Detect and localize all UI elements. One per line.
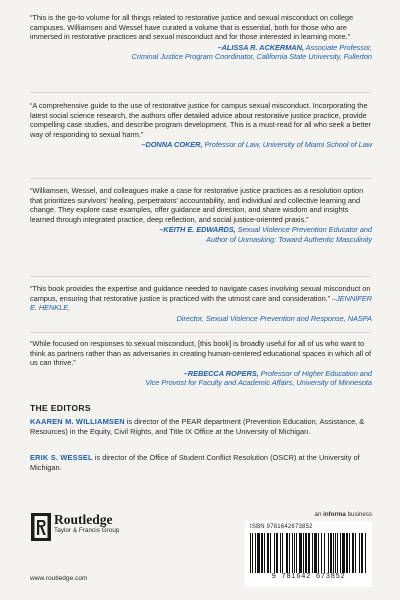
blurb-author-role: Criminal Justice Program Coordinator, California State University, Fullerton [131, 52, 372, 62]
divider [30, 276, 372, 277]
barcode-digits: 9 781642 673852 [271, 573, 346, 581]
blurb-quote: “Williamsen, Wessel, and colleagues make a case for restorative justice practices as a resolution option that prioritizes survivors' healing, perpetrators' accountability, and individual and collective learning and change. They explore case examples, offer guidance and direction, and share wisdom and insights learned through integrated practice, deep reflection, and social justice-oriented praxis.” [30, 186, 364, 224]
barcode-bar [359, 533, 360, 573]
barcode-bar [349, 533, 350, 573]
barcode-bar [294, 533, 295, 573]
barcode-bar [296, 533, 297, 573]
editor-bio [30, 417, 374, 436]
blurb-attribution [30, 140, 372, 150]
barcode-bar [324, 533, 325, 573]
barcode-bar [264, 533, 265, 573]
barcode-icon [250, 533, 367, 573]
blurb-author-role: Professor of Higher Education and [258, 368, 372, 378]
blurb-quote: “This is the go-to volume for all things related to restorative justice and sexual misconduct on college campuses. Williamsen and Wessel have curated a volume that is essential, both for those who are immersed in restorative practices and sexual misconduct and for those interested in learning more.” [30, 13, 354, 42]
barcode-bar [365, 533, 366, 573]
blurb-edwards [30, 186, 372, 245]
routledge-logo-icon [30, 512, 52, 542]
barcode-bar [337, 533, 338, 573]
barcode-bar [312, 533, 313, 573]
barcode-bar [250, 533, 251, 573]
blurb-attribution [30, 314, 372, 324]
barcode-bar [328, 533, 329, 573]
divider [30, 92, 372, 93]
barcode-bar [352, 533, 354, 573]
barcode-bar [282, 533, 283, 573]
blurb-quote: “This book provides the expertise and guidance needed to navigate cases involving sexual misconduct on campus, ensuring that restorative justice is practiced with the utmost care and consideration.” –JENNIFER E. HENKLE, [30, 284, 372, 313]
publisher-url[interactable]: www.routledge.com [30, 575, 88, 582]
editor-bio [30, 453, 374, 472]
blurb-ropers [30, 339, 372, 388]
blurb-author-role: Professor of Law, University of Miami School of Law [202, 140, 372, 150]
divider [30, 332, 372, 333]
barcode-bar [346, 533, 348, 573]
barcode-bar [257, 533, 260, 573]
barcode-bar [267, 533, 269, 573]
barcode-bar [292, 533, 293, 573]
blurb-attribution [30, 369, 372, 388]
barcode-bar [308, 533, 310, 573]
barcode-bar [276, 533, 278, 573]
blurb-author-role: Vice Provost for Faculty and Academic Affairs, University of Minnesota [145, 378, 372, 388]
barcode-bar [289, 533, 290, 573]
barcode-bar [342, 533, 345, 573]
blurb-henkle [30, 284, 372, 323]
barcode-bar [299, 533, 302, 573]
blurb-author-name: –REBECCA ROPERS, [183, 368, 259, 378]
barcode-bar [318, 533, 319, 573]
barcode-bar [303, 533, 304, 573]
blurb-author-role: Author of Unmasking: Toward Authentic Masculinity [206, 234, 372, 244]
blurb-attribution [30, 225, 372, 244]
blurb-author-role: Director, Sexual Violence Prevention and Response, NASPA [176, 313, 372, 323]
barcode-bar [270, 533, 271, 573]
editor-name: KAAREN M. WILLIAMSEN [30, 417, 125, 426]
blurb-author-name: –KEITH E. EDWARDS, [159, 225, 236, 235]
barcode-bar [355, 533, 356, 573]
barcode-bar [255, 533, 256, 573]
blurb-author-name: –JENNIFER E. HENKLE, [30, 293, 372, 313]
barcode-bar [335, 533, 336, 573]
publisher-name: Routledge [54, 512, 113, 527]
barcode-bar [261, 533, 263, 573]
blurb-author-name: –DONNA COKER, [141, 140, 203, 150]
editors-heading: THE EDITORS [30, 403, 91, 413]
barcode-bar [280, 533, 281, 573]
blurb-author-role: Sexual Violence Prevention Educator and [235, 225, 372, 235]
informa-business-label: an informa business [314, 511, 372, 518]
editor-description: is director of the PEAR department (Prevention Education, Assistance, & Resources) in the Equity, Civil Rights, and Title IX Office at the University of Michigan. [30, 417, 365, 436]
blurb-quote: “While focused on responses to sexual misconduct, [this book] is broadly useful for all of us who want to think as partners rather than as adversaries in creating human-centered educational spaces in which all of us can thrive.” [30, 339, 372, 368]
divider [30, 178, 372, 179]
barcode-bar [305, 533, 307, 573]
barcode-bar [286, 533, 288, 573]
barcode-bar [274, 533, 275, 573]
blurb-quote: “A comprehensive guide to the use of restorative justice for campus sexual misconduct. Incorporating the latest social science research, the authors offer detailed advice about restorative justice practice, provide compelling case studies, and describe program development. This is a must-read for all who seek a better way of responding to sexual harm.” [30, 101, 371, 139]
barcode-bar [314, 533, 317, 573]
blurb-author-name: –ALISSA R. ACKERMAN, [217, 42, 304, 52]
editor-description: is director of the Office of Student Conflict Resolution (OSCR) at the University of Michigan. [30, 453, 360, 472]
barcode-bar [252, 533, 253, 573]
blurb-author-role: Associate Professor, [303, 42, 372, 52]
publisher-group: Taylor & Francis Group [54, 527, 120, 534]
editor-name: ERIK S. WESSEL [30, 453, 93, 462]
blurb-ackerman [30, 13, 372, 62]
barcode-bar [340, 533, 341, 573]
barcode-bar [361, 533, 363, 573]
isbn-barcode-panel [245, 521, 372, 587]
blurb-attribution [30, 43, 372, 62]
blurb-coker [30, 101, 372, 150]
barcode-bar [330, 533, 332, 573]
barcode-bar [333, 533, 334, 573]
isbn-label: ISBN 9781642673852 [250, 524, 313, 530]
barcode-bar [321, 533, 322, 573]
